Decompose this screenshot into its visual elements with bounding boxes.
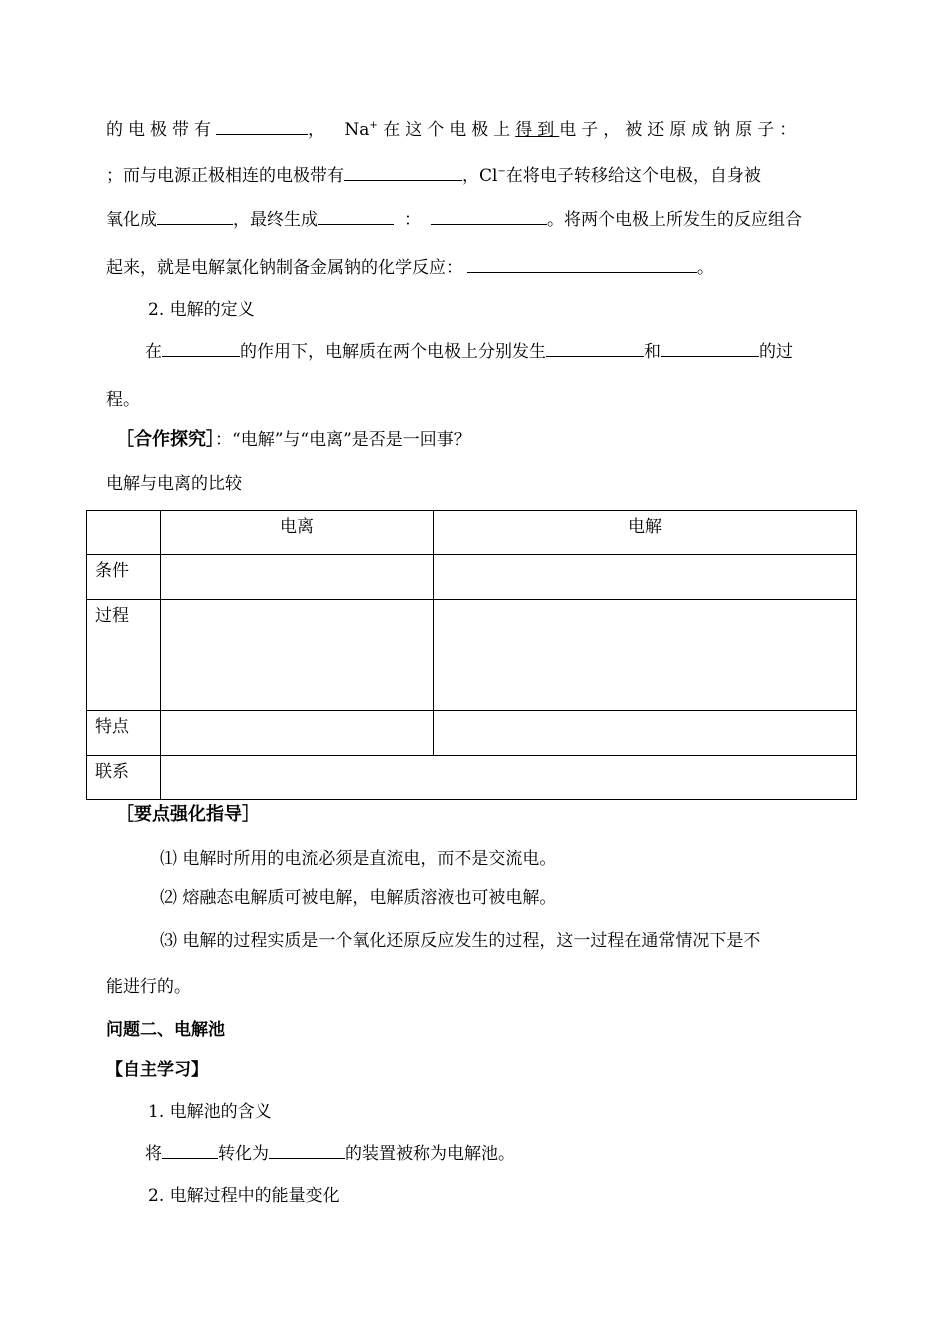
table-cell[interactable] — [161, 711, 434, 756]
para-line-1: 的电极带有 ， Na+ 在这个电极上得到电子，被还原成钠原子： — [106, 120, 802, 140]
subheading-1: 1. 电解池的含义 — [148, 1102, 272, 1122]
fill-blank[interactable] — [269, 1142, 345, 1159]
table-cell[interactable] — [434, 600, 857, 711]
table-row — [87, 555, 857, 600]
row-label: 特点 — [87, 711, 161, 756]
definition-heading: 2. 电解的定义 — [148, 300, 255, 320]
table-cell[interactable] — [161, 600, 434, 711]
para-line-4: 起来，就是电解氯化钠制备金属钠的化学反应： 。 — [106, 258, 714, 278]
table-cell[interactable] — [434, 555, 857, 600]
keypoint-1: ⑴ 电解时所用的电流必须是直流电，而不是交流电。 — [160, 849, 557, 869]
table-cell[interactable] — [434, 711, 857, 756]
fill-blank[interactable] — [467, 256, 697, 273]
table-cell[interactable] — [161, 555, 434, 600]
table-title: 电解与电离的比较 — [106, 474, 242, 494]
table-cell[interactable] — [161, 756, 857, 800]
keypoint-2: ⑵ 熔融态电解质可被电解，电解质溶液也可被电解。 — [160, 888, 557, 908]
electrolytic-cell-line: 将 转化为 的装置被称为电解池。 — [145, 1144, 515, 1164]
fill-blank[interactable] — [546, 340, 644, 357]
fill-blank[interactable] — [431, 208, 547, 225]
subheading-2: 2. 电解过程中的能量变化 — [148, 1186, 340, 1206]
explore-heading: ［合作探究］：“电解”与“电离”是否是一回事？ — [116, 429, 471, 450]
table-header-cell: 电离 — [161, 511, 434, 555]
section-title: 问题二、电解池 — [106, 1020, 225, 1040]
row-label: 过程 — [87, 600, 161, 711]
fill-blank[interactable] — [318, 208, 394, 225]
definition-line-1: 在 的作用下，电解质在两个电极上分别发生 和 的过 — [145, 342, 793, 362]
fill-blank[interactable] — [661, 340, 759, 357]
fill-blank[interactable] — [344, 164, 462, 181]
fill-blank[interactable] — [162, 340, 240, 357]
para-line-2: ；而与电源正极相连的电极带有 ，Cl−在将电子转移给这个电极，自身被 — [106, 166, 761, 186]
keypoint-3: ⑶ 电解的过程实质是一个氧化还原反应发生的过程，这一过程在通常情况下是不 — [160, 931, 761, 951]
row-label: 联系 — [87, 756, 161, 800]
comparison-table — [86, 510, 857, 800]
table-header-row — [87, 511, 857, 555]
para-line-3: 氧化成 ，最终生成 ： 。将两个电极上所发生的反应组合 — [106, 210, 802, 230]
keypoint-3-cont: 能进行的。 — [106, 977, 191, 997]
table-header-cell — [87, 511, 161, 555]
table-row — [87, 711, 857, 756]
fill-blank[interactable] — [162, 1142, 218, 1159]
row-label: 条件 — [87, 555, 161, 600]
table-row — [87, 756, 857, 800]
fill-blank[interactable] — [157, 208, 233, 225]
definition-line-2: 程。 — [106, 390, 140, 410]
fill-blank[interactable] — [216, 118, 308, 135]
keypoints-title: ［要点强化指导］ — [116, 804, 260, 825]
self-study-heading: 【自主学习】 — [106, 1060, 208, 1080]
table-header-cell: 电解 — [434, 511, 857, 555]
table-row — [87, 600, 857, 711]
